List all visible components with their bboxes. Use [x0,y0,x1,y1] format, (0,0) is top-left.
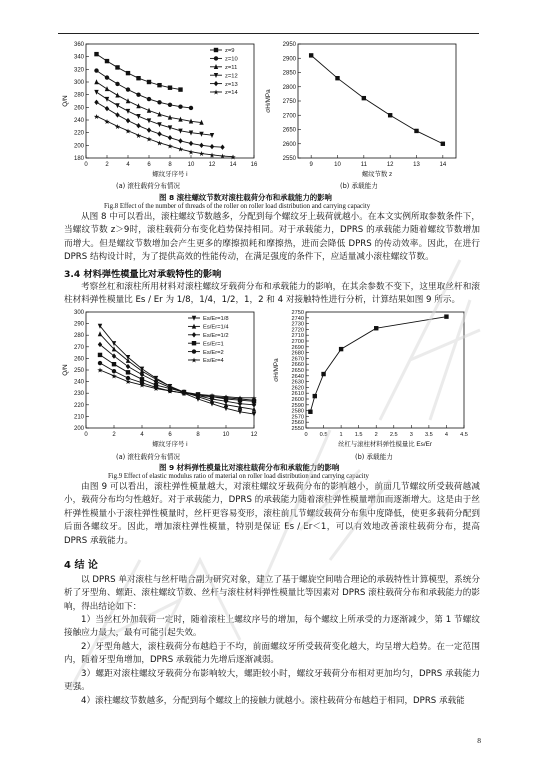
fig8a-data-point: ★ [114,123,121,131]
fig8a-data-point: ★ [135,132,142,140]
fig9a-data-point [112,353,116,358]
fig8a-data-point: ★ [219,153,226,161]
fig9a-data-point: ★ [110,373,118,381]
fig9a-series-3 [98,353,256,404]
fig8a-legend-label: z=13 [225,81,238,88]
fig9b-xtick-label: 2 [374,432,378,438]
fig9a-sublabel: (a) 滚柱载荷分布情况 [116,453,181,461]
fig9a-data-point: ★ [96,367,104,375]
fig9a-series-4 [98,361,256,403]
fig9a-data-point: ★ [166,388,174,396]
fig9b-plot-frame [306,312,464,428]
section-4-heading: 4 结 论 [64,560,98,571]
fig9b-chart [270,308,470,450]
fig8b-ytick-label: 2550 [282,156,296,162]
header-rule [58,33,479,34]
fig8a-ytick-label: 300 [73,80,84,86]
fig9a-data-point: ★ [208,393,216,401]
fig8a-ytick-label: 340 [73,54,84,61]
fig8a-legend-label: z=14 [225,90,238,97]
fig8a-data-point [126,118,130,123]
fig8b-ytick-label: 2700 [282,113,296,120]
fig9a-xtick-label: 12 [250,432,258,438]
fig9a-ytick-label: 210 [73,414,84,421]
fig8a-data-point [115,82,119,86]
fig8a-xlabel: 螺纹牙序号 i [152,171,188,178]
fig9a-data-point [252,412,256,417]
fig8a-data-point [115,93,119,98]
fig8a-chart [60,40,260,180]
fig8b-xtick-label: 10 [334,162,341,168]
fig9a-legend-label: Es/Er=1/4 [203,324,229,331]
fig8a-data-point [136,76,140,80]
conclusion-1: 1）当丝杠外加载荷一定时，随着滚柱上螺纹序号的增加，每个螺纹上所承受的力逐渐减少，第 1 节螺纹接触应力最大，最有可能引起失效。 [64,615,480,639]
fig9b-ytick-label: 2640 [291,373,304,380]
fig8b-ytick-label: 2750 [282,99,296,105]
fig9a-legend-label: Es/Er=1/2 [203,333,229,339]
fig9b-ytick-label: 2710 [291,333,304,340]
fig9a-legend-label: Es/Er=2 [203,349,224,356]
fig8b-series-0 [309,53,445,146]
fig8a-data-point: ★ [229,154,237,162]
fig8a-data-point: ★ [103,118,111,126]
fig8a-data-point [115,112,119,117]
paragraph-4: 以 DPRS 单对滚柱与丝杆啮合副为研究对象，建立了基于螺旋空间啮合理论的承载特性计算模型，系统分析了牙型角、螺距、滚柱螺纹节数、丝杆与滚柱材料弹性模量比等因素对 DPRS 滚柱载荷分布和承载能力的影响，得出结论如下： [64,575,480,612]
fig9a-ytick-label: 260 [73,356,84,363]
fig9b-xtick-label: 2.5 [389,432,398,438]
fig8a-data-point [94,52,98,56]
fig8a-data-point [220,145,224,150]
fig8a-data-point [126,71,130,75]
fig8a-data-point [178,87,182,91]
fig8-caption-en: Fig.8 Effect of the number of threads of the roller on roller load distribution and carrying capacity [104,203,371,210]
fig9b-xtick-label: 4.5 [460,432,468,438]
fig9-caption-cn: 图 9 材料弹性模量比对滚柱载荷分布和承载能力的影响 [159,463,340,472]
fig8a-data-point [210,133,214,138]
fig8a-ytick-label: 280 [73,92,84,99]
fig8a-data-point [147,80,151,84]
fig9a-legend-marker [192,341,196,345]
fig8a-data-point [94,68,98,72]
fig9a-data-point: ★ [124,379,132,387]
fig8a-data-point [189,141,193,146]
fig8a-data-point [136,123,140,128]
fig9b-xtick-label: 0.5 [319,432,328,438]
paragraph-2: 考察丝杠和滚柱所用材料对滚柱螺纹牙载荷分布和承载能力的影响，在其余参数不变下，这里取丝杆和滚柱材料弹性模量比 Es / Er 为 1/8，1/4，1/2，1，2 和 4 对接触特性进行分析，计算结果如图 9 所示。 [64,282,480,306]
fig8a-xtick-label: 14 [229,162,237,168]
fig9b-series-line [310,317,446,412]
fig9a-data-point [98,331,102,336]
fig9b-xtick-label: 3 [409,432,413,438]
fig9b-sublabel: (b) 承载能力 [355,453,393,461]
fig8a-data-point [168,86,172,90]
fig8a-series-0 [94,52,182,92]
fig8a-data-point: ★ [177,146,184,154]
fig8a-data-point [157,131,161,136]
fig9a-ytick-label: 220 [73,402,84,409]
fig8a-xtick-label: 2 [105,162,109,168]
fig8a-data-point: ★ [208,152,216,160]
fig9a-xtick-label: 4 [140,432,144,438]
fig8a-data-point: ★ [93,113,100,121]
fig9a-data-point [98,361,102,365]
fig8b-ylabel: σH/MPa [265,89,272,113]
fig8a-legend-marker [214,81,218,86]
fig8b-data-point [441,142,445,146]
fig8a-data-point [147,127,151,132]
fig9b-ytick-label: 2560 [291,420,304,427]
fig8b-ytick-label: 2850 [282,70,296,77]
fig8a-xtick-label: 4 [126,162,130,168]
fig8a-sublabel: (a) 滚柱载荷分布情况 [116,182,181,190]
fig9a-xtick-label: 8 [196,432,200,438]
fig8b-data-point [414,129,418,133]
fig9a-series-5 [97,367,257,403]
fig8a-legend-marker [214,56,218,60]
fig9b-ytick-label: 2630 [291,379,304,386]
fig9b-xtick-label: 1.5 [354,432,363,438]
fig8b-chart [262,40,462,180]
fig9b-ytick-label: 2600 [291,397,304,403]
fig8a-xtick-label: 10 [187,162,195,168]
fig8a-data-point [157,100,161,104]
fig9b-xtick-label: 1 [339,432,343,438]
fig8a-legend-label: z=12 [225,73,238,80]
fig9a-data-point [126,370,130,374]
fig8a-data-point [94,79,98,84]
fig9a-data-point: ★ [236,395,244,403]
fig9a-data-point: ★ [138,382,146,390]
fig8a-xtick-label: 8 [168,162,172,168]
fig9a-data-point [98,342,102,347]
fig9a-xlabel: 螺纹牙序号 i [152,441,188,448]
fig8a-series-3 [94,90,214,138]
fig9a-data-point: ★ [152,386,160,394]
fig9b-ytick-label: 2670 [291,356,304,363]
fig9a-ytick-label: 290 [73,321,84,328]
fig9a-ytick-label: 200 [73,426,84,432]
fig9a-series-line [100,370,254,401]
fig9b-ytick-label: 2690 [291,344,304,351]
fig9a-legend-marker: ★ [190,357,198,365]
fig8b-xlabel: 螺纹节数 z [361,171,393,178]
fig9a-xtick-label: 10 [222,432,230,438]
fig9b-data-point [321,372,325,376]
paragraph-3: 由图 9 可以看出，滚柱弹性模量越大，对滚柱螺纹牙载荷分布的影响越小，前面几节螺纹所受载荷越减小，载荷分布均匀性越好。对于承载能力，DPRS 的承载能力随着滚柱弹性模量增加而逐渐增大。这是由于丝杆弹性模量小于滚柱弹性模量时，丝杆更容易变形，滚柱前几节螺纹载荷分布集中度降低，使更多载荷分配到后面各螺纹牙。因此，增加滚柱弹性模量，特别是保证 Es / Er＜1，可以有效地改善滚柱载荷分布，提高 DPRS 承载能力。 [64,482,480,546]
fig9a-ytick-label: 250 [73,368,84,374]
fig9b-data-point [313,394,317,398]
fig9b-ytick-label: 2620 [291,385,304,392]
fig8a-data-point [126,98,130,103]
fig9a-ytick-label: 270 [73,344,84,351]
fig9b-xtick-label: 3.5 [424,432,433,438]
fig8a-ytick-label: 200 [73,143,84,150]
fig9-caption-en: Fig.9 Effect of elastic modulus ratio of material on roller load distribution and carrying capacity [108,473,369,480]
fig9a-ylabel: Q/N [62,364,69,376]
fig9a-chart [60,308,260,450]
fig9b-data-point [444,314,448,318]
fig9b-ytick-label: 2580 [291,408,304,415]
fig9a-data-point: ★ [222,394,230,402]
fig8a-data-point [105,97,109,102]
fig8a-ytick-label: 180 [73,156,84,162]
page-number: 8 [477,736,481,745]
fig8a-data-point [199,143,203,148]
fig8a-data-point: ★ [166,143,174,151]
fig8a-data-point: ★ [187,149,195,157]
fig9a-xtick-label: 0 [84,432,88,438]
fig8a-data-point [157,83,161,87]
fig8a-data-point [178,105,182,109]
fig9a-xtick-label: 6 [168,432,172,438]
conclusion-2: 2）牙型角越大，滚柱载荷分布越趋于不均，前面螺纹牙所受载荷变化越大，均呈增大趋势。在一定范围内，随着牙型角增加，DPRS 承载能力先增后逐渐减弱。 [64,642,480,666]
fig9a-series-0 [98,324,256,417]
fig9a-series-line [100,363,254,403]
fig9a-series-line [100,344,254,404]
fig8a-data-point: ★ [145,136,153,144]
fig8b-xtick-label: 9 [309,162,313,168]
fig8a-data-point [189,106,193,110]
fig9b-data-point [308,410,312,414]
fig9a-ytick-label: 230 [73,391,84,398]
fig8a-ytick-label: 360 [73,42,84,48]
fig8a-series-5 [93,113,236,162]
fig8a-data-point [94,100,98,105]
fig9b-ytick-label: 2720 [291,327,304,334]
fig8a-data-point [105,75,109,79]
fig9b-ytick-label: 2650 [291,368,304,374]
fig9b-ytick-label: 2570 [291,414,304,421]
fig8b-plot-frame [298,44,456,158]
fig8a-ylabel: Q/N [62,95,69,107]
fig9b-xtick-label: 0 [304,432,308,438]
fig8a-data-point [147,97,151,101]
fig8b-series-line [311,55,443,143]
fig9b-data-point [339,347,343,351]
fig9b-ytick-label: 2660 [291,362,304,369]
fig9b-ytick-label: 2550 [291,426,304,432]
fig9b-xtick-label: 4 [444,432,449,438]
fig8-caption-cn: 图 8 滚柱螺纹节数对滚柱载荷分布和承载能力的影响 [159,193,332,202]
fig9b-ytick-label: 2610 [291,391,304,398]
fig9a-legend-marker [192,349,196,353]
fig9a-ytick-label: 300 [73,310,84,316]
conclusion-4: 4）滚柱螺纹节数越多，分配到每个螺纹上的接触力就越小。滚柱载荷分布越趋于相同，DPRS 承载能 [81,696,465,706]
fig9b-ytick-label: 2750 [291,310,304,316]
fig8b-xtick-label: 12 [386,162,394,168]
fig8a-legend-marker: ★ [212,89,220,97]
fig9b-ytick-label: 2740 [291,315,304,322]
section-3-4-heading: 3.4 材料弹性模量比对承载特性的影响 [64,269,222,280]
fig9a-ytick-label: 240 [73,379,84,386]
fig9a-legend-marker [192,332,196,337]
fig8a-ytick-label: 260 [73,105,84,112]
fig9a-legend-label: Es/Er=1/8 [203,316,229,323]
fig8a-data-point: ★ [124,128,132,136]
fig8a-data-point [168,103,172,107]
fig8a-data-point: ★ [198,151,205,159]
fig8a-data-point [105,59,109,63]
fig9a-data-point: ★ [180,390,188,398]
fig8b-xtick-label: 13 [413,162,420,168]
fig8a-xtick-label: 12 [208,162,216,168]
fig8a-data-point: ★ [156,140,163,148]
fig8a-legend-label: z=10 [225,56,238,63]
fig8b-ytick-label: 2950 [282,42,296,48]
fig8b-data-point [362,96,366,100]
fig8a-data-point [178,138,182,143]
fig8a-xtick-label: 16 [250,162,258,168]
fig9b-ytick-label: 2590 [291,402,304,409]
fig9a-data-point [126,364,130,369]
fig8a-data-point [105,86,109,91]
fig8b-xtick-label: 11 [360,162,367,168]
fig9b-series-0 [308,314,448,414]
fig8b-data-point [335,76,339,80]
fig8a-data-point [210,144,214,149]
fig9a-series-line [100,326,254,414]
fig9a-data-point [98,353,102,357]
fig9b-data-point [374,326,378,330]
fig9b-ylabel: σH/MPa [273,358,280,382]
fig9a-xtick-label: 2 [112,432,116,438]
fig8a-data-point [115,65,119,69]
fig9a-data-point: ★ [194,391,202,399]
fig8a-xtick-label: 6 [147,162,151,168]
fig9a-data-point: ★ [250,395,258,403]
fig8b-ytick-label: 2600 [282,141,296,148]
fig9a-series-line [100,355,254,401]
fig8a-ytick-label: 220 [73,130,84,137]
fig9a-legend-label: Es/Er=4 [203,358,224,365]
fig9b-ytick-label: 2700 [291,339,304,345]
fig8a-data-point [105,106,109,111]
paragraph-1: 从图 8 中可以看出，滚柱螺纹节数越多，分配到每个螺纹牙上载荷就越小。在本文实例所取参数条件下，当螺纹节数 z＞9时，滚柱载荷分布变化趋势保持相同。对于承载能力，DPRS 的承载能力随着螺纹节数增加而增大。但是螺纹节数增加会产生更多的摩擦损耗和摩擦热，进而会降低 DPRS 的传动效率。因此，在进行 DPRS 结构设计时，为了提供高效的性能传动，在满足强度的条件下，应适量减小滚柱螺纹节数。 [64,212,480,263]
fig8b-ytick-label: 2900 [282,56,296,63]
fig8a-series-2 [94,79,203,125]
fig8b-ytick-label: 2650 [282,127,296,134]
fig9a-data-point [112,362,116,366]
fig9a-ytick-label: 280 [73,333,84,340]
fig8a-xtick-label: 0 [84,162,88,168]
fig8b-ytick-label: 2800 [282,84,296,91]
fig9b-xlabel: 丝杠与滚柱材料弹性模量比 Es/Er [337,441,433,448]
fig8a-legend-marker [214,48,218,52]
fig8a-data-point [168,135,172,140]
fig8b-data-point [309,53,313,57]
fig8b-xtick-label: 14 [439,162,447,168]
fig8b-sublabel: (b) 承载能力 [340,182,378,190]
fig8a-legend-label: z=11 [225,65,238,71]
fig8a-ytick-label: 240 [73,118,84,124]
fig9b-ytick-label: 2680 [291,350,304,357]
fig8a-data-point [94,90,98,95]
fig8a-data-point [115,103,119,108]
fig8a-data-point [136,92,140,96]
conclusion-3: 3）螺距对滚柱螺纹牙载荷分布影响较大，螺距较小时，螺纹牙载荷分布相对更加均匀，DPRS 承载能力更强。 [64,669,480,693]
fig8a-data-point [126,87,130,91]
fig9b-ytick-label: 2730 [291,321,304,328]
fig8a-ytick-label: 320 [73,67,84,74]
fig8b-data-point [388,113,392,117]
fig9a-legend-label: Es/Er=1 [203,341,224,348]
fig8a-legend-label: z=9 [225,48,235,55]
